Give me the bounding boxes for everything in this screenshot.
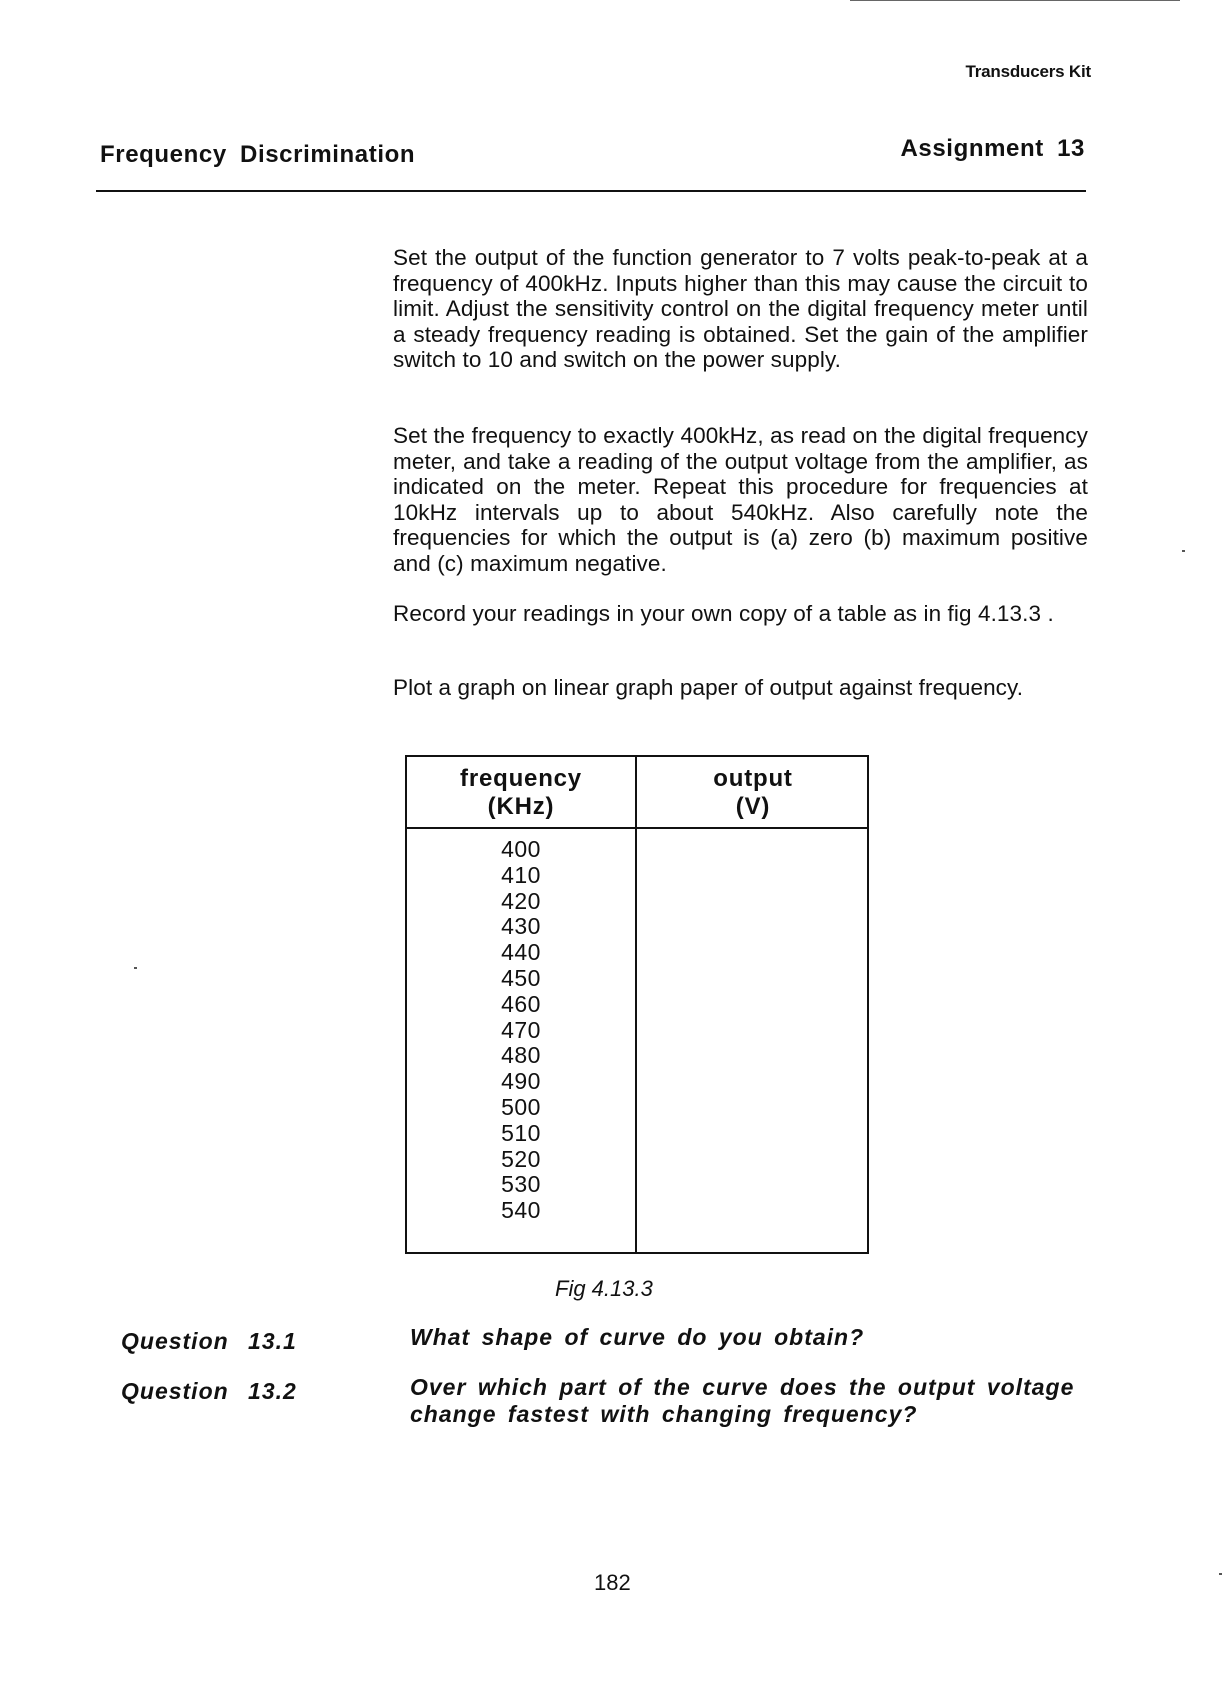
scan-edge-line [850,0,1180,1]
frequency-value: 400 [501,836,541,862]
question-label-1: Question 13.1 [121,1328,297,1354]
frequency-value: 530 [501,1171,541,1198]
section-title: Frequency Discrimination [100,141,416,168]
frequency-value: 480 [501,1042,541,1069]
frequency-value: 430 [501,913,541,940]
scan-speck [134,967,137,969]
kit-name: Transducers Kit [965,62,1091,81]
scan-speck [1219,1573,1222,1575]
scan-speck [1182,550,1185,552]
figure-caption: Fig 4.13.3 [555,1276,653,1301]
frequency-value: 410 [501,861,541,888]
output-header-label: output [713,765,793,792]
question-label-2: Question 13.2 [121,1378,297,1404]
table-column-divider [635,757,637,1252]
frequency-list [407,837,635,1224]
frequency-value: 510 [501,1119,541,1146]
output-header-unit: (V) [735,793,771,820]
instruction-paragraph-1: Set the output of the function generator to 7 volts peak-to-peak at a frequency of 400kHz. Inputs higher than this may cause the circuit to limit. Adjust the sensitivity control on the digital frequency meter until a steady frequency reading is obtained. Set the gain of the amplifier switch to 10 and switch on the power supply. [393,245,1088,372]
instruction-paragraph-4: Plot a graph on linear graph paper of output against frequency. [393,675,1024,700]
frequency-column-header [407,765,635,821]
frequency-value: 500 [501,1093,541,1120]
page-number: 182 [594,1570,631,1595]
header-divider [96,190,1086,192]
question-text-2: Over which part of the curve does the output voltage change fastest with changing frequency? [410,1374,1075,1427]
frequency-value: 490 [501,1068,541,1095]
frequency-value: 470 [501,1016,541,1043]
output-column-header [637,765,869,821]
frequency-header-label: frequency [460,765,582,792]
instruction-paragraph-2: Set the frequency to exactly 400kHz, as read on the digital frequency meter, and take a reading of the output voltage from the amplifier, as indicated on the meter. Repeat this procedure for frequencies at 10kHz intervals up to about 540kHz. Also carefully note the frequencies for which the output is (a) zero (b) maximum positive and (c) maximum negative. [393,423,1088,576]
frequency-value: 520 [501,1145,541,1172]
question-text-1: What shape of curve do you obtain? [410,1324,865,1350]
frequency-value: 540 [501,1197,541,1224]
readings-table [405,755,869,1254]
assignment-label: Assignment 13 [900,135,1085,162]
frequency-value: 420 [501,887,541,914]
instruction-paragraph-3: Record your readings in your own copy of a table as in fig 4.13.3 . [393,601,1054,626]
frequency-value: 440 [501,939,541,966]
frequency-value: 450 [501,964,541,991]
frequency-value: 460 [501,990,541,1017]
table-header-divider [407,827,867,829]
frequency-header-unit: (KHz) [487,793,555,820]
